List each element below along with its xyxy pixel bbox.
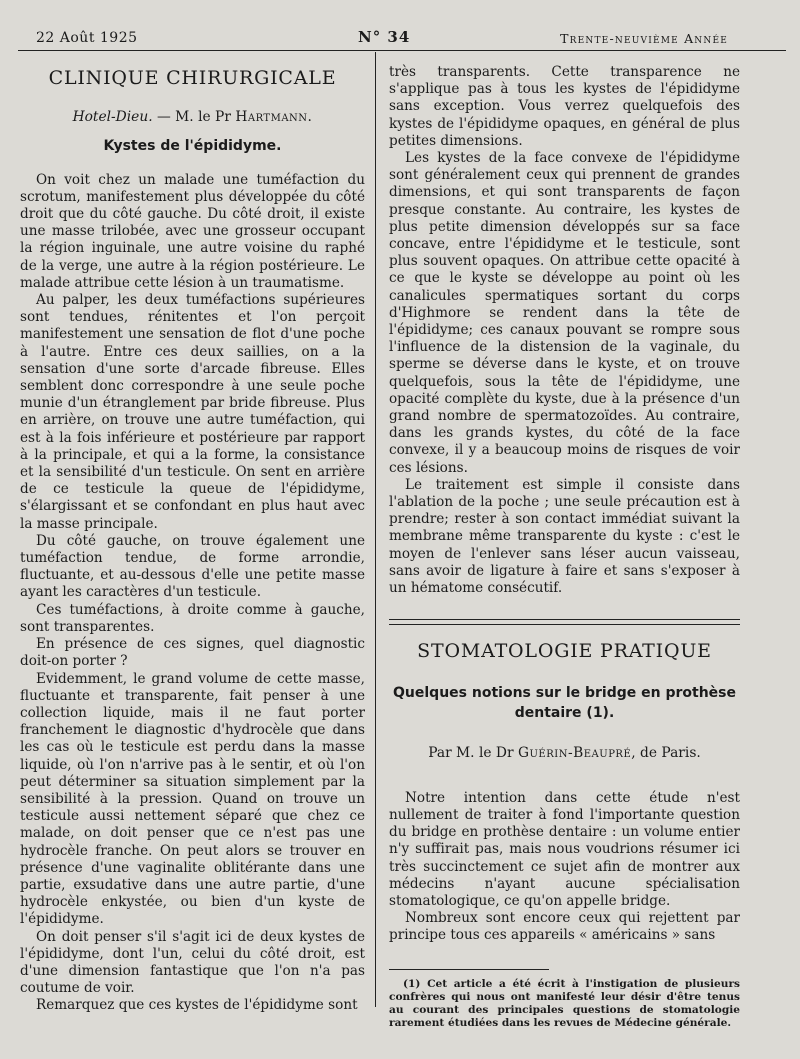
article-title-kystes: Kystes de l'épididyme. <box>103 138 282 155</box>
paragraph: Evidemment, le grand volume de cette masse, fluctuante et transparente, fait penser à une collection liquide, mais il ne faut porter franchement le diagnostic d'hydrocèle que dans les cas où le testicule est perdu dans la masse liquide, où l'on n'arrive pas à le sentir, et où l'on peut déterminer sa situation simplement par la sensibilité à la pression. Quand on trouve un testicule aussi nettement séparé que chez ce malade, on doit penser que ce n'est pas une hydrocèle franche. On peut alors se trouver en présence d'une vaginalite oblitérante dans une partie, exsudative dans une autre partie, d'une hydrocèle enkystée, ou bien d'un kyste de l'épididyme. <box>20 670 365 928</box>
footnote-text: (1) Cet article a été écrit à l'instigation de plusieurs confrères qui nous ont manifesté leur désir d'être tenus au courant des principales questions de stomatologie rarement étudiées dans les revues de Médecine générale. <box>389 977 740 1029</box>
right-column <box>389 64 740 1030</box>
byline-suffix: , de Paris. <box>631 744 701 761</box>
section-divider <box>389 619 740 625</box>
paragraph: Le traitement est simple il consiste dans l'ablation de la poche ; une seule précaution est à prendre; rester à son contact immédiat suivant la membrane même transparente du kyste : c'est le moyen de l'enlever sans léser aucun vaisseau, sans avoir de ligature à faire et sans s'exposer à un hématome consécutif. <box>389 476 740 597</box>
issue-number: N° 34 <box>358 28 411 46</box>
article-title-bridge: Quelques notions sur le bridge en prothèse dentaire (1). <box>393 684 736 721</box>
paragraph: très transparents. Cette transparence ne s'applique pas à tous les kystes de l'épididyme sans exception. Vous verrez quelquefois des kystes de l'épididyme opaques, en général de plus petites dimensions. <box>389 64 740 149</box>
paragraph: Les kystes de la face convexe de l'épididyme sont généralement ceux qui prennent de grandes dimensions, et qui sont transparents de façon presque constante. Au contraire, les kystes de plus petite dimension développés sur sa face concave, entre l'épididyme et le testicule, sont plus souvent opaques. On attribue cette opacité à ce que le kyste se développe au point où les canalicules spermatiques sortant du corps d'Highmore se rendent dans la tête de l'épididyme; ces canaux pouvant se rompre sous l'influence de la distension de la vaginale, du sperme se déverse dans le kyste, et on trouve quelquefois, sous la tête de l'épididyme, une opacité complète du kyste, due à la présence d'un grand nombre de spermatozoïdes. Au contraire, dans les grands kystes, du côté de la face convexe, il y a beaucoup moins de risques de voir ces lésions. <box>389 150 740 476</box>
paragraph: Au palper, les deux tuméfactions supérieures sont tendues, rénitentes et l'on perçoit manifestement une sensation de flot d'une poche à l'autre. Entre ces deux saillies, on a la sensation d'une sorte d'arcade fibreuse. Elles semblent donc correspondre à une seule poche munie d'un étranglement par bride fibreuse. Plus en arrière, on trouve une autre tuméfaction, qui est à la fois inférieure et postérieure par rapport à la principale, et qui a la forme, la consistance et la sensibilité d'un testicule. On sent en arrière de ce testicule la queue de l'épididyme, s'élargissant et se confondant en plus haut avec la masse principale. <box>20 292 365 532</box>
paragraph: Remarquez que ces kystes de l'épididyme sont <box>36 997 358 1014</box>
paragraph: Ces tuméfactions, à droite comme à gauche, sont transparentes. <box>20 601 365 635</box>
article-subtitle <box>20 109 365 126</box>
left-column <box>20 64 365 1015</box>
subtitle-author: Hartmann. <box>235 109 313 126</box>
page-header <box>0 0 800 56</box>
article-byline <box>389 745 740 762</box>
section-title-clinique: CLINIQUE CHIRURGICALE <box>48 67 337 89</box>
paragraph: Nombreux sont encore ceux qui rejettent par principe tous ces appareils « américains » sans <box>389 910 740 944</box>
footnote-rule <box>389 969 549 970</box>
issue-year: Trente-neuvième Année <box>560 31 728 46</box>
subtitle-place: Hotel-Dieu. <box>72 109 153 126</box>
paragraph: On voit chez un malade une tuméfaction du scrotum, manifestement plus développée du côté droit que du côté gauche. Du côté droit, il existe une masse trilobée, avec une grosseur occupant la région inguinale, une autre voisine du raphé de la verge, une autre à la région postérieure. Le malade attribue cette lésion à un traumatisme. <box>20 171 365 291</box>
column-separator <box>375 52 376 1007</box>
issue-date: 22 Août 1925 <box>36 30 138 46</box>
section-title-stomatologie: STOMATOLOGIE PRATIQUE <box>417 640 712 663</box>
footnote <box>389 978 740 1030</box>
paragraph: On doit penser s'il s'agit ici de deux kystes de l'épididyme, dont l'un, celui du côté droit, est d'une dimension fantastique que l'on n'a pas coutume de voir. <box>20 928 365 997</box>
byline-author: Guérin-Beaupré <box>517 744 632 761</box>
byline-prefix: Par M. le Dr <box>428 744 518 761</box>
paragraph: Du côté gauche, on trouve également une tuméfaction tendue, de forme arrondie, fluctuante, et au-dessous d'elle une petite masse ayant les caractères d'un testicule. <box>20 532 365 601</box>
header-rule <box>18 50 786 51</box>
paragraph: En présence de ces signes, quel diagnostic doit-on porter ? <box>20 636 365 670</box>
paragraph: Notre intention dans cette étude n'est nullement de traiter à fond l'importante question du bridge en prothèse dentaire : un volume entier n'y suffirait pas, mais nous voudrions résumer ici très succinctement ce sujet afin de montrer aux médecins n'ayant aucune spécialisation stomatologique, ce qu'on appelle bridge. <box>389 789 740 909</box>
subtitle-dash: — M. le Pr <box>152 109 236 126</box>
